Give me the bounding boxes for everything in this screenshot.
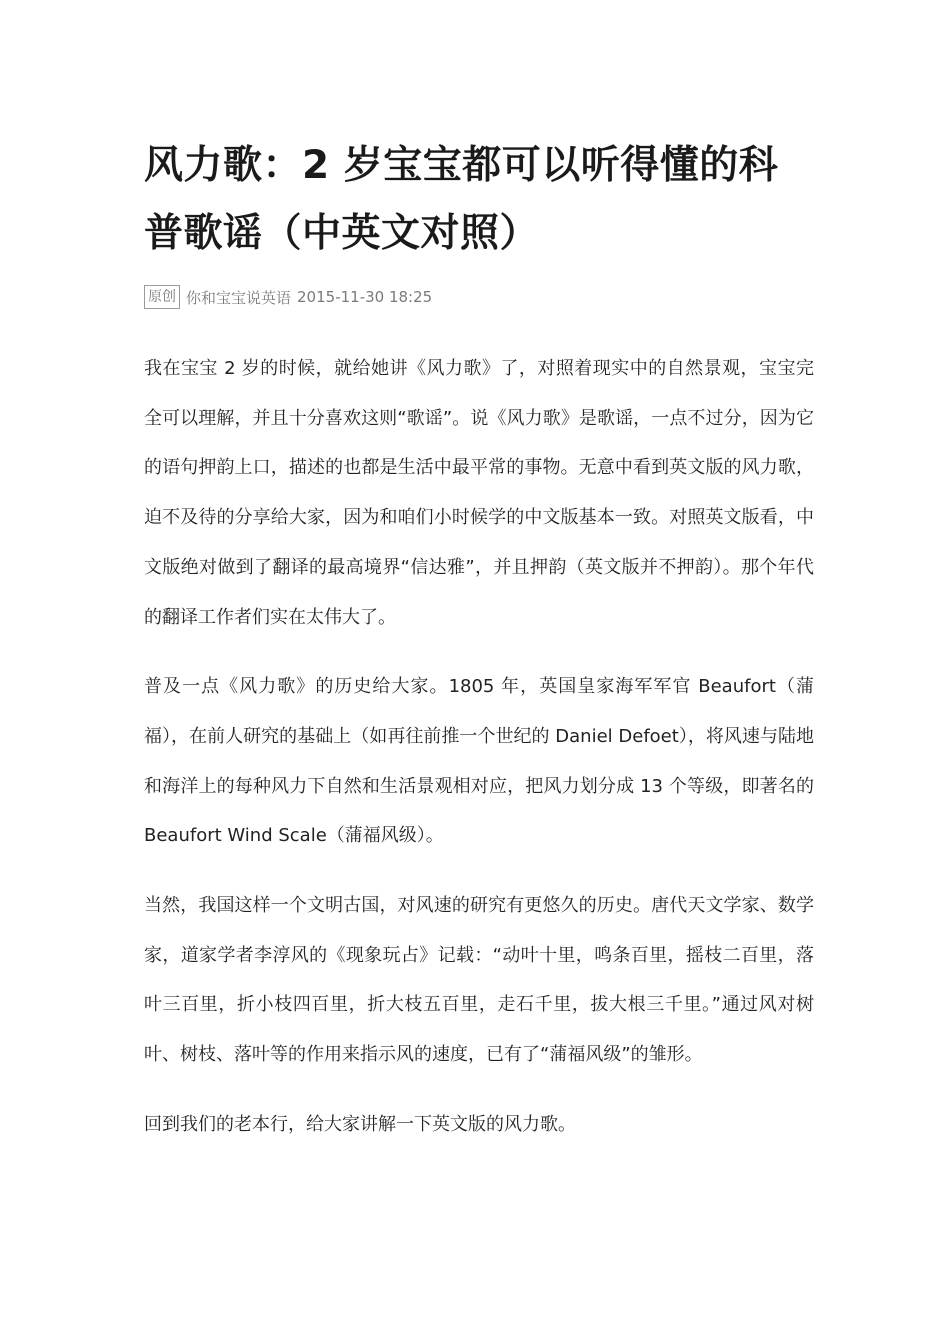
publish-time: 2015-11-30 18:25 <box>297 288 433 306</box>
article <box>144 132 814 1170</box>
paragraph-3: 当然，我国这样一个文明古国，对风速的研究有更悠久的历史。唐代天文学家、数学家，道家学者李淳风的《现象玩占》记载：“动叶十里，鸣条百里，摇枝二百里，落叶三百里，折小枝四百里，折大枝五百里，走石千里，拔大根三千里。”通过风对树叶、树枝、落叶等的作用来指示风的速度，已有了“蒲福风级”的雏形。 <box>144 895 814 1066</box>
author-name[interactable]: 你和宝宝说英语 <box>186 288 292 307</box>
article-meta <box>144 284 814 310</box>
paragraph-1: 我在宝宝 2 岁的时候，就给她讲《风力歌》了，对照着现实中的自然景观，宝宝完全可以理解，并且十分喜欢这则“歌谣”。说《风力歌》是歌谣，一点不过分，因为它的语句押韵上口，描述的也都是生活中最平常的事物。无意中看到英文版的风力歌，迫不及待的分享给大家，因为和咱们小时候学的中文版基本一致。对照英文版看，中文版绝对做到了翻译的最高境界“信达雅”，并且押韵（英文版并不押韵）。那个年代的翻译工作者们实在太伟大了。 <box>144 358 814 628</box>
paragraph-2: 普及一点《风力歌》的历史给大家。1805 年，英国皇家海军军官 Beaufort（蒲福），在前人研究的基础上（如再往前推一个世纪的 Daniel Defoet），将风速与陆地和海洋上的每种风力下自然和生活景观相对应，把风力划分成 13 个等级，即著名的 Beaufort Wind Scale（蒲福风级）。 <box>144 676 814 847</box>
paragraph-4: 回到我们的老本行，给大家讲解一下英文版的风力歌。 <box>144 1113 576 1135</box>
article-body <box>144 344 814 1150</box>
article-title: 风力歌：2 岁宝宝都可以听得懂的科普歌谣（中英文对照） <box>144 143 779 256</box>
original-badge: 原创 <box>144 285 180 309</box>
